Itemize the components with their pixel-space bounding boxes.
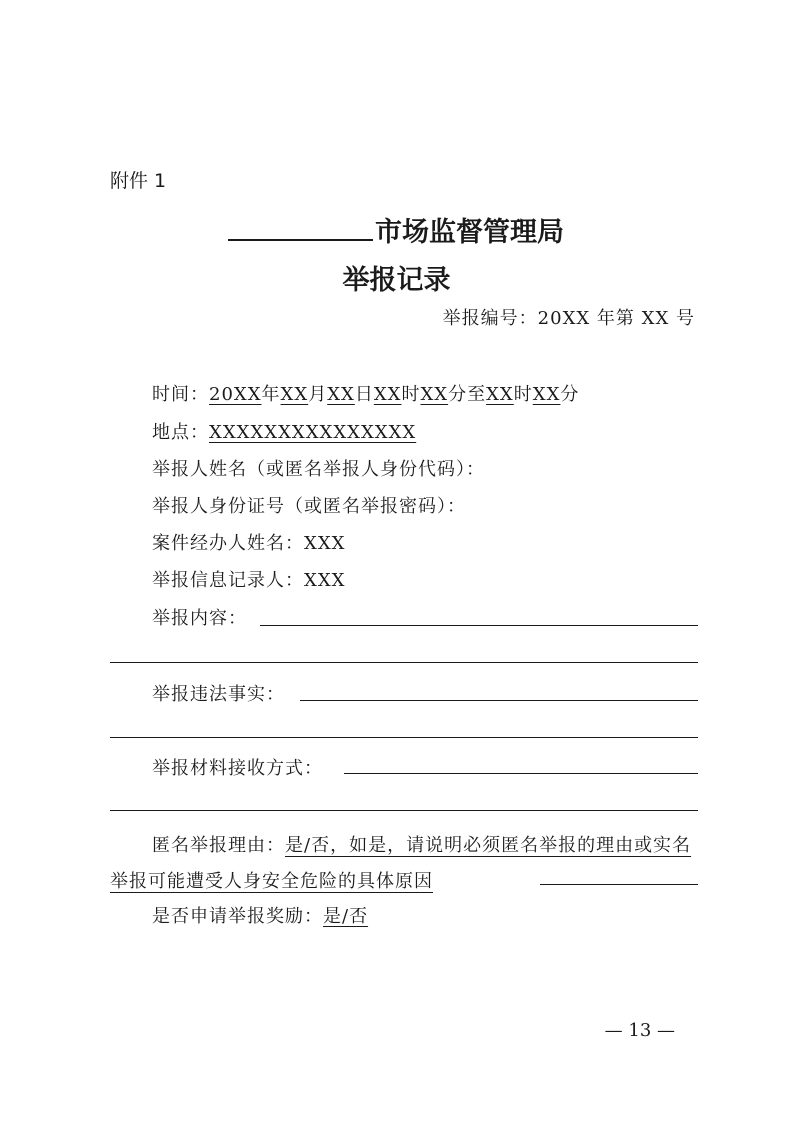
- time-year: 20XX: [209, 384, 262, 405]
- time-month-unit: 月: [308, 384, 328, 405]
- time-label: 时间：: [152, 384, 209, 405]
- place-line: [152, 418, 416, 444]
- time-year-unit: 年: [261, 384, 281, 405]
- violation-label: 举报违法事实：: [152, 684, 285, 705]
- time-minute-start: XX: [420, 384, 449, 405]
- time-hour-unit-2: 时: [513, 384, 533, 405]
- violation-rule-1: [300, 700, 698, 701]
- place-value: XXXXXXXXXXXXXXX: [209, 422, 417, 443]
- material-label: 举报材料接收方式：: [152, 758, 323, 779]
- page-number: — 13 —: [604, 1020, 675, 1041]
- content-rule-1: [260, 625, 698, 626]
- time-minute-end: XX: [532, 384, 561, 405]
- time-day-unit: 日: [354, 384, 374, 405]
- handler-label: 案件经办人姓名：: [152, 533, 304, 554]
- org-name-blank: [228, 213, 373, 241]
- anonymous-rule-tail: [540, 884, 698, 885]
- time-day: XX: [327, 384, 355, 405]
- place-label: 地点：: [152, 422, 209, 443]
- reward-line: [152, 902, 368, 928]
- time-line: [152, 380, 579, 406]
- reporter-id-label: 举报人身份证号（或匿名举报密码）：: [152, 496, 466, 517]
- content-rule-2: [110, 662, 698, 663]
- reporter-name-label: 举报人姓名（或匿名举报人身份代码）：: [152, 459, 485, 480]
- recorder-value: XXX: [304, 570, 346, 591]
- time-month: XX: [280, 384, 309, 405]
- report-number: 举报编号：20XX 年第 XX 号: [442, 308, 695, 329]
- attachment-label: 附件 1: [110, 170, 167, 192]
- handler-line: [152, 529, 345, 555]
- material-rule-2: [110, 810, 698, 811]
- org-suffix: 市场监督管理局: [375, 217, 564, 248]
- recorder-label: 举报信息记录人：: [152, 570, 304, 591]
- violation-rule-2: [110, 737, 698, 738]
- anonymous-label: 匿名举报理由：: [152, 835, 285, 856]
- material-rule-1: [344, 773, 698, 774]
- time-to-text: 分至: [448, 384, 487, 405]
- handler-value: XXX: [304, 533, 346, 554]
- time-hour-end: XX: [486, 384, 514, 405]
- anonymous-value: 是/否，如是，请说明必须匿名举报的理由或实名举报可能遭受人身安全危险的具体原因: [110, 835, 692, 892]
- org-title: [228, 210, 564, 249]
- time-hour-unit-1: 时: [401, 384, 421, 405]
- recorder-line: [152, 566, 345, 592]
- reward-value: 是/否: [323, 906, 369, 927]
- content-label: 举报内容：: [152, 608, 247, 629]
- anonymous-reason: [110, 828, 700, 900]
- time-minute-unit: 分: [560, 384, 580, 405]
- time-hour-start: XX: [373, 384, 402, 405]
- doc-title: 举报记录: [342, 265, 451, 296]
- reward-label: 是否申请举报奖励：: [152, 906, 323, 927]
